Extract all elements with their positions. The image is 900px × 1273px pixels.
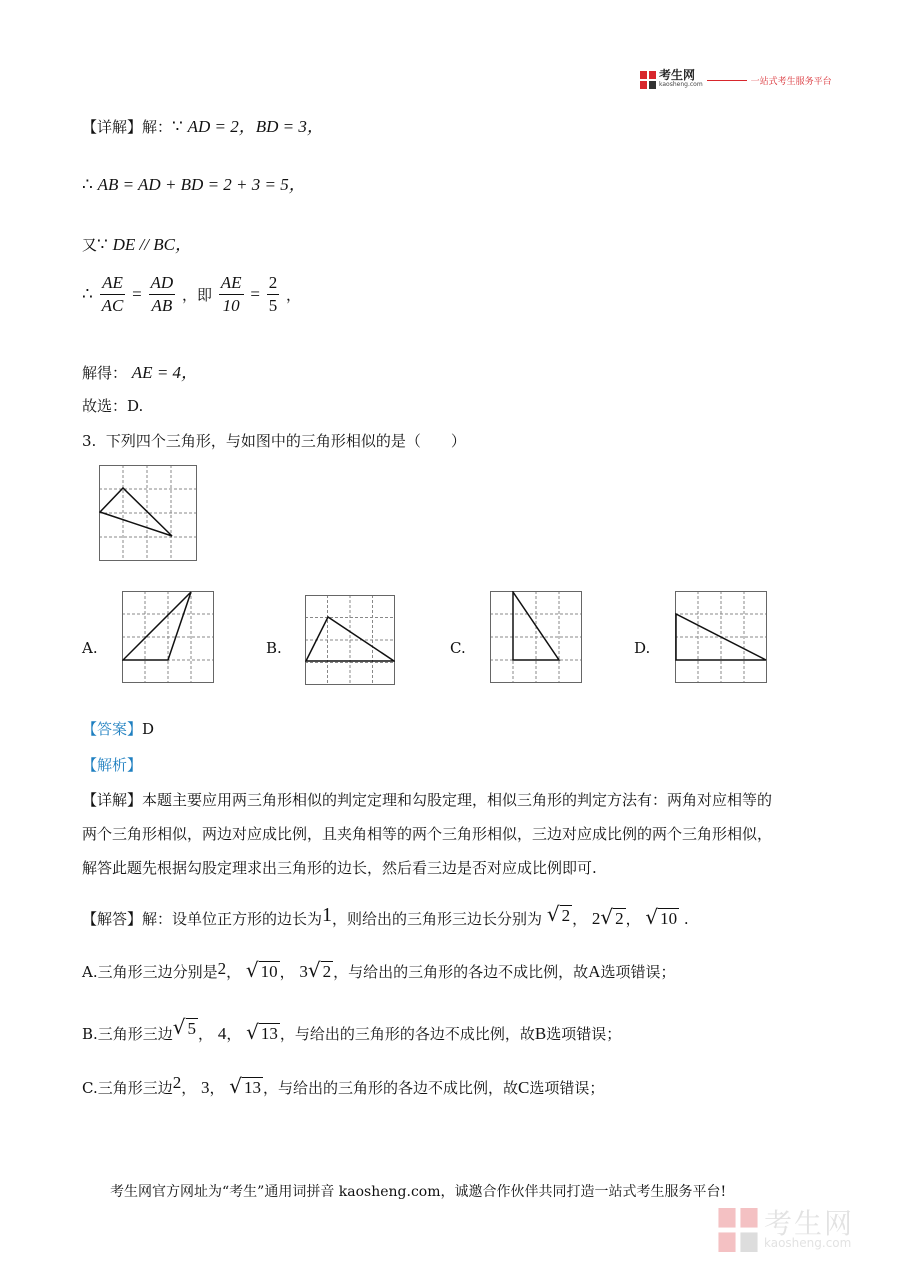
detail-choose: 故选：D. (82, 397, 144, 415)
watermark-sub: kaosheng.com (764, 1236, 852, 1250)
detail-line-3: 又∵ DE // BC， (82, 235, 192, 254)
parallel: DE // BC， (112, 235, 192, 254)
watermark-logo-icon (718, 1208, 758, 1252)
answer-line (82, 718, 154, 739)
footer-watermark (718, 1208, 854, 1252)
option-d-figure[interactable] (675, 591, 767, 683)
detail-line-5: 解得： AE = 4， (82, 363, 199, 382)
header-logo (640, 70, 832, 90)
answer-label: 【答案】 (82, 720, 143, 738)
therefore-1: AB = AD + BD = 2 + 3 = 5， (97, 175, 306, 194)
logo-sub: kaosheng.com (659, 81, 703, 88)
option-b-label[interactable]: B. (266, 639, 282, 657)
detail-line-4: ∴ $\frac{AE}{AC}$ = $\frac{AD}{AB}$ ，即 $\frac{AE}{10}$ = $\frac{2}{5}$ ， (82, 273, 301, 315)
option-b-figure[interactable] (305, 595, 395, 685)
footer-text: 考生网官方网址为“考生”通用词拼音 kaosheng.com，诚邀合作伙伴共同打造一站式考生服务平台! (110, 1184, 727, 1200)
option-c-label[interactable]: C. (450, 639, 466, 657)
answer-value: D (142, 720, 155, 738)
question-3: 3. 下列四个三角形，与如图中的三角形相似的是（ ） (82, 432, 466, 450)
slogan: 一站式考生服务平台 (750, 76, 832, 87)
question-figure (99, 465, 197, 561)
solve-line: 【解答】解：设单位正方形的边长为1，则给出的三角形三边长分别为 √ 2 ， 2√ 2 ， √ 10 . (82, 902, 689, 929)
analysis-paragraph: 【详解】本题主要应用两三角形相似的判定定理和勾股定理，相似三角形的判定方法有：两角对应相等的 两个三角形相似，两边对应成比例，且夹角相等的两个三角形相似，三边对应成比例的两个三角形相似， 解答此题先根据勾股定理求出三角形的边长，然后看三边是否对应成比例即可. (82, 791, 773, 877)
solve-option-c: C.三角形三边2， 3， √ 13 ，与给出的三角形的各边不成比例，故C选项错误； (82, 1073, 605, 1098)
logo-text: 考生网 (659, 68, 696, 82)
option-a-figure[interactable] (122, 591, 214, 683)
solve-option-a: A.三角形三边分别是2， √ 10 ， 3√ 2 ，与给出的三角形的各边不成比例，故A选项错误； (82, 958, 676, 982)
detail-line-2: ∴ AB = AD + BD = 2 + 3 = 5， (82, 175, 306, 194)
option-c-figure[interactable] (490, 591, 582, 683)
watermark-text: 考生网 (764, 1207, 855, 1240)
detail-line-1: 【详解】解：∵ AD = 2，BD = 3， (82, 117, 324, 136)
option-d-label[interactable]: D. (634, 639, 651, 657)
because-1: AD = 2，BD = 3， (187, 117, 324, 136)
kaosheng-logo-icon (640, 71, 656, 89)
analysis-label: 【解析】 (82, 756, 143, 774)
option-a-label[interactable]: A. (82, 639, 98, 657)
solve-option-b: B.三角形三边√ 5 ， 4， √ 13 ，与给出的三角形的各边不成比例，故B选项错误； (82, 1015, 622, 1044)
